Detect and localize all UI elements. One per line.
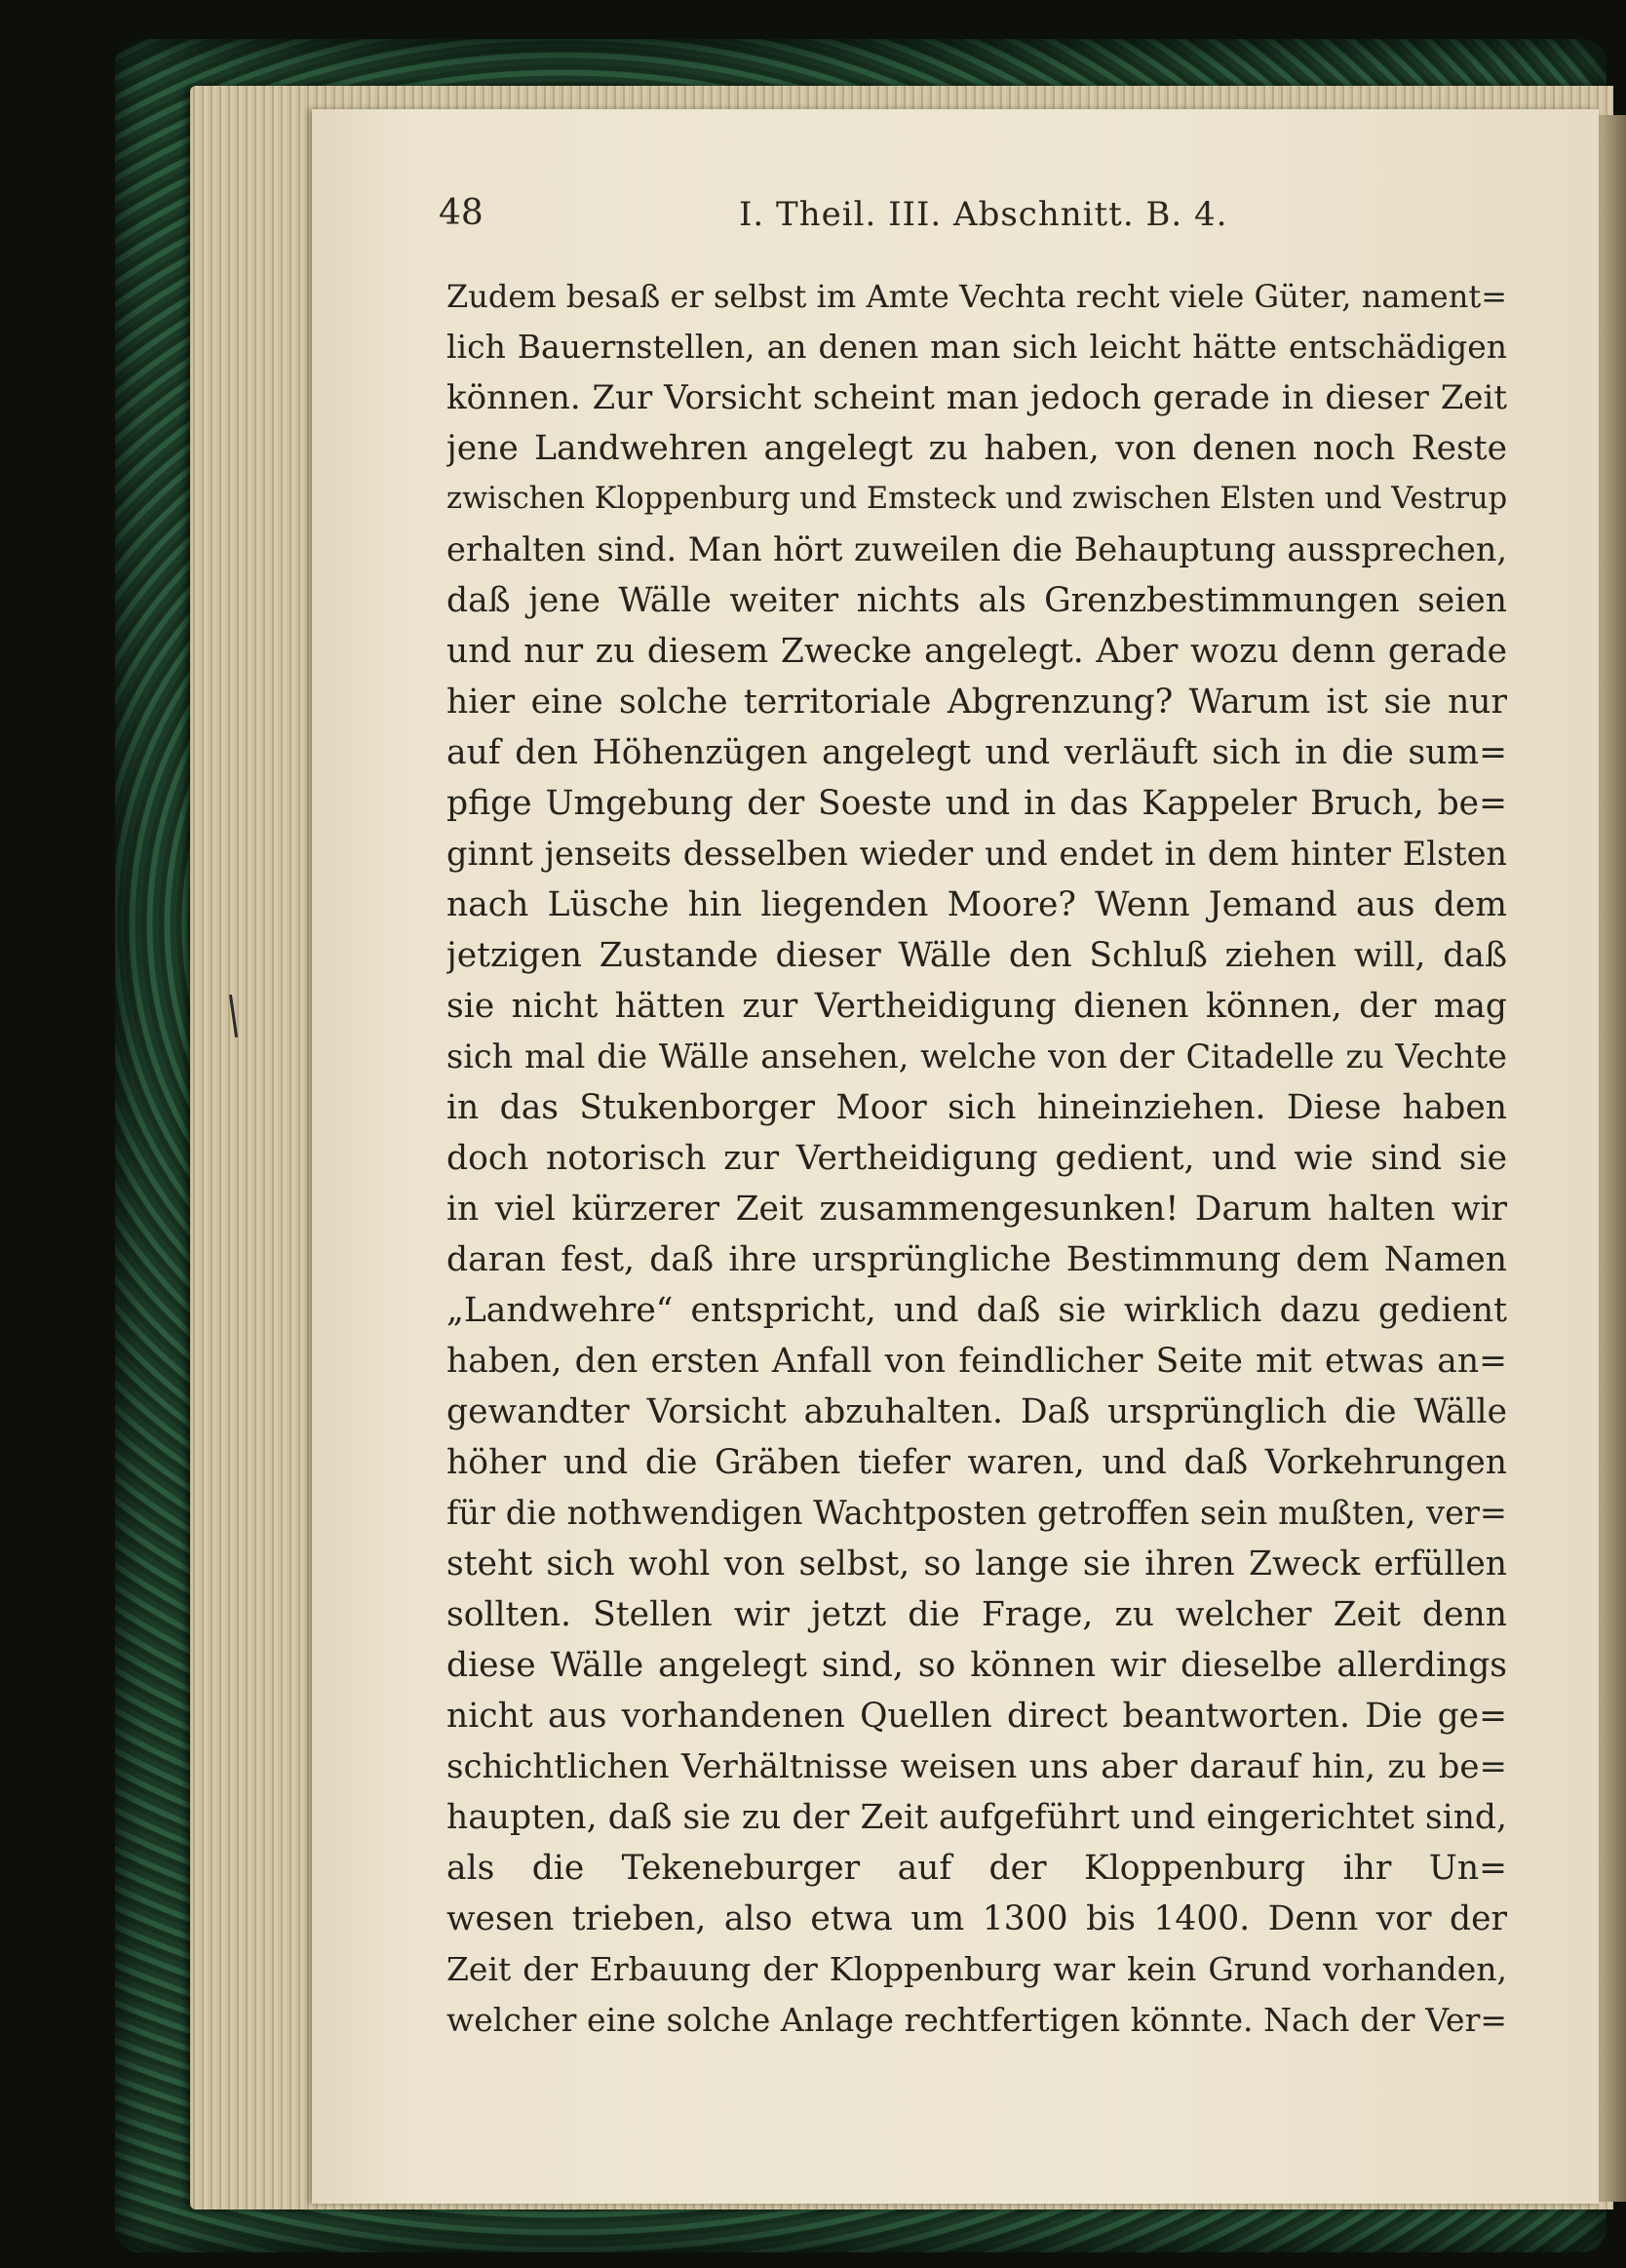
- text-line: gewandter Vorsicht abzuhalten. Daß ursprünglich die Wälle: [446, 1392, 1507, 1431]
- text-line: „Landwehre“ entspricht, und daß sie wirklich dazu gedient: [446, 1291, 1507, 1330]
- text-line: daran fest, daß ihre ursprüngliche Bestimmung dem Namen: [446, 1240, 1507, 1279]
- page-header: [439, 187, 1228, 242]
- text-line: schichtlichen Verhältnisse weisen uns aber darauf hin, zu be=: [446, 1747, 1507, 1786]
- text-line: höher und die Gräben tiefer waren, und daß Vorkehrungen: [446, 1443, 1507, 1482]
- text-line: ginnt jenseits desselben wieder und endet in dem hinter Elsten: [446, 835, 1507, 873]
- text-line: doch notorisch zur Vertheidigung gedient, und wie sind sie: [446, 1139, 1507, 1178]
- text-line: sollten. Stellen wir jetzt die Frage, zu welcher Zeit denn: [446, 1595, 1507, 1634]
- text-line: auf den Höhenzügen angelegt und verläuft sich in die sum=: [446, 733, 1507, 772]
- text-line: können. Zur Vorsicht scheint man jedoch gerade in dieser Zeit: [446, 378, 1507, 417]
- text-line: sich mal die Wälle ansehen, welche von der Citadelle zu Vechte: [446, 1037, 1507, 1075]
- page-number: 48: [439, 193, 484, 233]
- text-line: erhalten sind. Man hört zuweilen die Behauptung aussprechen,: [446, 530, 1507, 568]
- text-line: haben, den ersten Anfall von feindlicher Seite mit etwas an=: [446, 1342, 1507, 1381]
- text-line: daß jene Wälle weiter nichts als Grenzbestimmungen seien: [446, 581, 1507, 620]
- text-line: nach Lüsche hin liegenden Moore? Wenn Jemand aus dem: [446, 885, 1507, 924]
- body-text: [446, 271, 1507, 2046]
- text-line: wesen trieben, also etwa um 1300 bis 1400. Denn vor der: [446, 1899, 1507, 1938]
- text-line: welcher eine solche Anlage rechtfertigen könnte. Nach der Ver=: [446, 2001, 1507, 2039]
- text-line: in das Stukenborger Moor sich hineinziehen. Diese haben: [446, 1088, 1507, 1127]
- text-line: für die nothwendigen Wachtposten getroffen sein mußten, ver=: [446, 1494, 1507, 1532]
- text-line: jetzigen Zustande dieser Wälle den Schluß ziehen will, daß: [446, 936, 1507, 975]
- running-head: I. Theil. III. Abschnitt. B. 4.: [739, 195, 1228, 234]
- text-line: Zeit der Erbauung der Kloppenburg war kein Grund vorhanden,: [446, 1950, 1507, 1988]
- facing-page-edge: [1599, 115, 1626, 2202]
- text-line: in viel kürzerer Zeit zusammengesunken! Darum halten wir: [446, 1190, 1507, 1229]
- text-line: diese Wälle angelegt sind, so können wir dieselbe allerdings: [446, 1646, 1507, 1685]
- text-line: und nur zu diesem Zwecke angelegt. Aber wozu denn gerade: [446, 632, 1507, 671]
- text-line: Zudem besaß er selbst im Amte Vechta recht viele Güter, nament=: [446, 278, 1507, 315]
- text-line: haupten, daß sie zu der Zeit aufgeführt und eingerichtet sind,: [446, 1798, 1507, 1837]
- text-line: jene Landwehren angelegt zu haben, von denen noch Reste: [446, 429, 1507, 468]
- text-line: nicht aus vorhandenen Quellen direct beantworten. Die ge=: [446, 1697, 1507, 1736]
- text-line: sie nicht hätten zur Vertheidigung dienen können, der mag: [446, 987, 1507, 1026]
- text-line: lich Bauernstellen, an denen man sich leicht hätte entschädigen: [446, 328, 1507, 366]
- text-line: hier eine solche territoriale Abgrenzung? Warum ist sie nur: [446, 683, 1507, 722]
- text-line: zwischen Kloppenburg und Emsteck und zwischen Elsten und Vestrup: [446, 482, 1507, 516]
- text-line: steht sich wohl von selbst, so lange sie ihren Zweck erfüllen: [446, 1545, 1507, 1584]
- text-line: pfige Umgebung der Soeste und in das Kappeler Bruch, be=: [446, 784, 1507, 823]
- text-line: als die Tekeneburger auf der Kloppenburg ihr Un=: [446, 1849, 1507, 1888]
